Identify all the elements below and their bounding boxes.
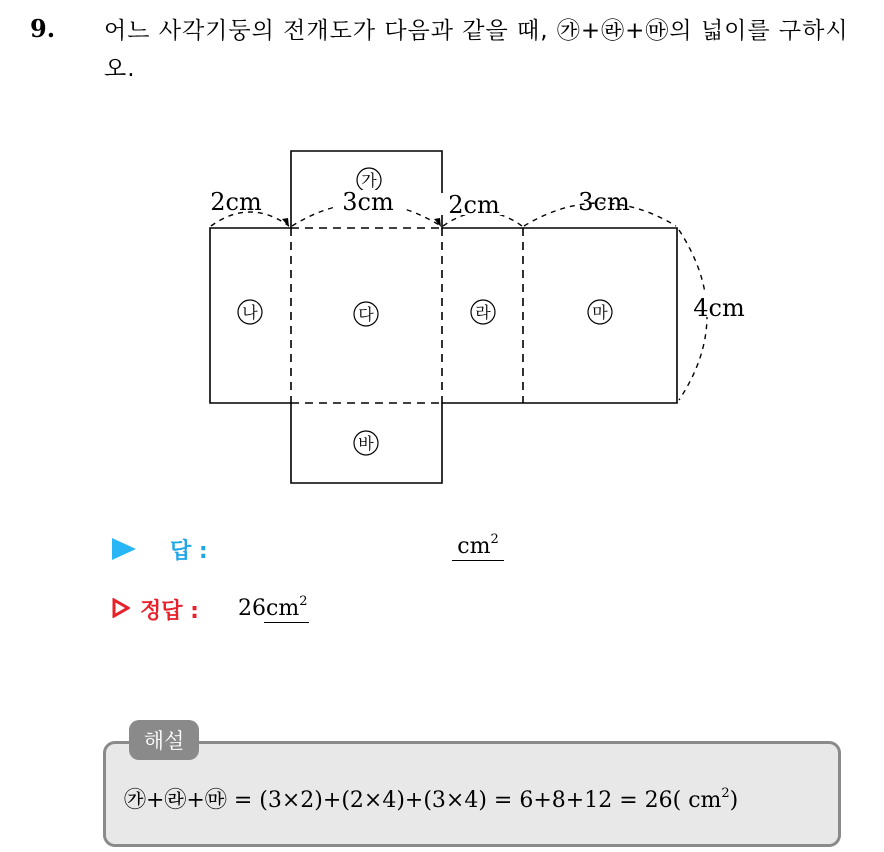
- answer-row: [112, 532, 712, 568]
- explanation-formula-exponent: 2: [721, 786, 730, 801]
- answer-unit: cm: [457, 534, 491, 559]
- dim-width-da: 3cm: [342, 188, 394, 216]
- svg-text:다: 다: [358, 305, 374, 324]
- svg-text:라: 라: [475, 303, 491, 322]
- correct-value: 26: [238, 596, 266, 621]
- correct-answer-row: [112, 594, 712, 630]
- answer-unit-exponent: 2: [490, 532, 499, 547]
- answer-arrow-icon: [112, 538, 136, 560]
- answer-label: 답 :: [170, 539, 208, 564]
- face-label-ma: [588, 300, 612, 324]
- face-label-da: [354, 302, 378, 326]
- face-label-na: [238, 300, 262, 324]
- svg-text:나: 나: [242, 303, 258, 322]
- svg-text:마: 마: [592, 303, 608, 322]
- face-label-ra: [471, 300, 495, 324]
- dim-width-ra: 2cm: [448, 191, 500, 219]
- correct-unit: $cm^2$: [266, 594, 308, 621]
- dim-height: 4cm: [693, 294, 745, 322]
- dim-width-ma: 3cm: [578, 188, 630, 216]
- explanation-tag: 해설: [129, 720, 199, 760]
- question-text: 어느 사각기둥의 전개도가 다음과 같을 때, ㉮+㉱+㉲의 넓이를 구하시오.: [104, 18, 849, 82]
- correct-arrow-icon: [112, 598, 130, 618]
- face-label-ba: [354, 431, 378, 455]
- correct-unit-exponent: 2: [299, 594, 308, 609]
- correct-label: 정답 :: [140, 599, 199, 624]
- explanation-formula: ㉮+㉱+㉲ = (3×2)+(2×4)+(3×4) = 6+8+12 = 26( $cm^2$): [124, 786, 739, 813]
- svg-text:가: 가: [361, 171, 377, 190]
- dim-width-na: 2cm: [210, 188, 262, 216]
- svg-text:바: 바: [358, 434, 374, 453]
- question-number: 9.: [30, 14, 56, 43]
- answer-input-blank[interactable]: [452, 534, 504, 561]
